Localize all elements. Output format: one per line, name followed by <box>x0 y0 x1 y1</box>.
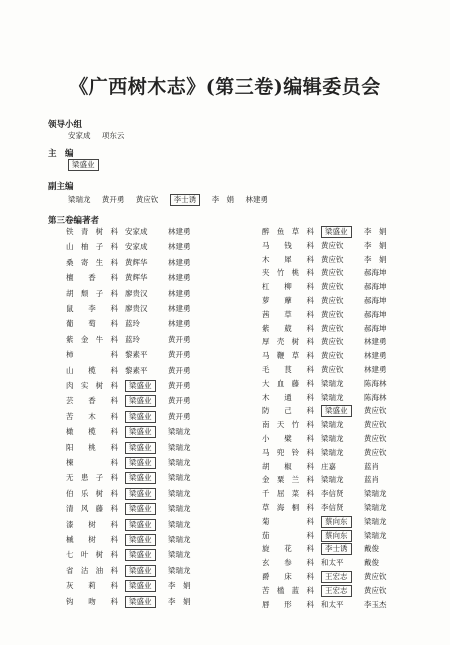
author-name: 黄应钦 <box>364 406 387 416</box>
author-name: 廖贵汉 <box>125 304 148 313</box>
author-name: 陈海林 <box>364 392 387 402</box>
author-name: 梁瑞龙 <box>321 434 344 443</box>
author-name: 林建勇 <box>168 242 191 252</box>
author-name: 林建勇 <box>364 337 387 347</box>
author-name: 黄开勇 <box>168 381 191 390</box>
family-name: 山柚子科 <box>66 242 118 252</box>
author-name: 黄开勇 <box>168 334 191 344</box>
family-name: 小檗科 <box>262 434 314 443</box>
author-name: 蓝玲 <box>125 319 140 329</box>
author-name: 庄嘉 <box>321 461 336 471</box>
author-name: 林建勇 <box>168 257 191 267</box>
author-name: 李士诱 <box>321 543 352 555</box>
author-name: 黎素平 <box>125 365 148 375</box>
family-name: 爵床科 <box>262 572 314 581</box>
family-name: 大血藤科 <box>262 378 314 388</box>
author-name: 黄开勇 <box>168 365 191 375</box>
family-name: 槭树科 <box>66 535 118 544</box>
chief-editor-names <box>68 159 108 171</box>
family-name: 肉实树科 <box>66 381 118 390</box>
author-name: 戴俊 <box>364 558 379 568</box>
author-name: 黄辉华 <box>125 257 148 267</box>
author-name: 梁盛业 <box>125 411 156 423</box>
author-name: 梁盛业 <box>125 380 156 392</box>
family-name: 檀香科 <box>66 273 118 283</box>
author-name: 李玉杰 <box>364 599 387 609</box>
family-name: 葡萄科 <box>66 319 118 329</box>
author-name: 梁瑞龙 <box>321 392 344 402</box>
family-name: 紫金牛科 <box>66 334 118 344</box>
author-name: 李 娟 <box>168 596 191 606</box>
author-name: 和太平 <box>321 558 344 568</box>
family-name: 无患子科 <box>66 473 118 483</box>
family-name: 省沽油科 <box>66 565 118 575</box>
author-name: 梁盛业 <box>125 472 156 484</box>
family-name: 茜草科 <box>262 309 314 319</box>
family-name: 苦槛蓝科 <box>262 585 314 595</box>
leading-group-heading: 领导小组 <box>48 120 83 130</box>
author-name: 和太平 <box>321 599 344 609</box>
family-name: 漆树科 <box>66 519 118 529</box>
author-name: 黄应钦 <box>321 268 344 278</box>
family-name: 阳桃科 <box>66 442 118 452</box>
author-name: 李 娟 <box>364 227 387 236</box>
family-name: 马钱科 <box>262 240 314 250</box>
author-name: 黄开勇 <box>168 411 191 421</box>
author-name: 梁瑞龙 <box>364 516 387 526</box>
family-name: 橄榄科 <box>66 427 118 437</box>
author-name: 梁盛业 <box>321 405 352 417</box>
author-name: 梁盛业 <box>125 549 156 561</box>
author-name: 林建勇 <box>364 351 387 361</box>
family-name: 桑寄生科 <box>66 257 118 267</box>
family-name: 伯乐树科 <box>66 488 118 498</box>
author-name: 黄应钦 <box>364 585 387 595</box>
family-name: 草海桐科 <box>262 503 314 512</box>
member-name: 梁盛业 <box>68 159 99 171</box>
author-name: 梁瑞龙 <box>321 420 344 430</box>
author-name: 梁盛业 <box>125 580 156 592</box>
deputy-editor-heading: 副主编 <box>48 182 74 192</box>
author-name: 黄应钦 <box>321 351 344 361</box>
member-name: 项东云 <box>101 131 125 140</box>
family-name: 紫葳科 <box>262 323 314 333</box>
family-name: 防己科 <box>262 406 314 416</box>
author-name: 林建勇 <box>168 304 191 313</box>
author-name: 林建勇 <box>168 273 191 283</box>
family-name: 杠柳科 <box>262 282 314 292</box>
author-name: 梁瑞龙 <box>168 427 191 437</box>
author-name: 黄应钦 <box>321 323 344 333</box>
author-name: 戴俊 <box>364 544 379 554</box>
author-name: 李信贤 <box>321 489 344 499</box>
family-name: 夹竹桃科 <box>262 268 314 278</box>
author-name: 郝海坤 <box>364 296 387 305</box>
member-name: 黄应钦 <box>135 195 159 204</box>
author-name: 郝海坤 <box>364 282 387 292</box>
family-name: 七叶树科 <box>66 550 118 560</box>
author-name: 黄应钦 <box>364 434 387 443</box>
author-name: 梁瑞龙 <box>168 519 191 529</box>
author-name: 梁盛业 <box>125 442 156 454</box>
author-name: 梁瑞龙 <box>321 475 344 485</box>
author-name: 梁盛业 <box>321 226 352 238</box>
family-name: 旋花科 <box>262 544 314 554</box>
author-name: 梁盛业 <box>125 503 156 515</box>
member-name: 黄开勇 <box>101 195 125 204</box>
author-name: 黎素平 <box>125 350 148 360</box>
family-name: 芸香科 <box>66 396 118 406</box>
family-name: 楝科 <box>66 458 118 467</box>
author-name: 梁盛业 <box>125 534 156 546</box>
author-name: 梁盛业 <box>125 426 156 438</box>
family-name: 唇形科 <box>262 599 314 609</box>
family-name: 苦木科 <box>66 411 118 421</box>
author-name: 林建勇 <box>168 288 191 298</box>
leading-group-names <box>68 130 133 141</box>
author-name: 王宏志 <box>321 585 352 597</box>
author-name: 林建勇 <box>168 319 191 329</box>
chief-editor-heading: 主 编 <box>48 149 74 159</box>
family-name: 柿科 <box>66 350 118 360</box>
author-name: 李 娟 <box>364 254 387 264</box>
author-name: 黄辉华 <box>125 273 148 283</box>
author-name: 梁盛业 <box>125 565 156 577</box>
author-name: 梁瑞龙 <box>364 489 387 499</box>
author-name: 梁瑞龙 <box>168 504 191 514</box>
family-name: 铁青树科 <box>66 227 118 236</box>
deputy-editor-names <box>68 194 277 206</box>
author-name: 梁盛业 <box>125 596 156 608</box>
family-name: 金粟兰科 <box>262 475 314 485</box>
author-name: 黄应钦 <box>321 254 344 264</box>
author-name: 黄应钦 <box>364 572 387 581</box>
member-name: 安家成 <box>68 131 91 140</box>
family-name: 南天竹科 <box>262 420 314 430</box>
author-name: 郝海坤 <box>364 309 387 319</box>
author-name: 陈海林 <box>364 378 387 388</box>
author-name: 梁盛业 <box>125 488 156 500</box>
page-title: 《广西树木志》(第三卷)编辑委员会 <box>69 76 381 98</box>
author-name: 黄应钦 <box>364 447 387 457</box>
author-name: 蓝玲 <box>125 334 140 344</box>
author-name: 梁盛业 <box>125 395 156 407</box>
author-name: 安家成 <box>125 242 148 252</box>
author-name: 黄应钦 <box>321 337 344 347</box>
author-name: 李信贤 <box>321 503 344 512</box>
family-name: 山榄科 <box>66 365 118 375</box>
author-name: 王宏志 <box>321 571 352 583</box>
family-name: 木犀科 <box>262 254 314 264</box>
member-name: 林建勇 <box>245 195 268 204</box>
family-name: 胡颓子科 <box>66 288 118 298</box>
author-name: 黄应钦 <box>321 240 344 250</box>
family-name: 菊科 <box>262 516 314 526</box>
author-name: 梁瑞龙 <box>168 488 191 498</box>
author-name: 林建勇 <box>168 227 191 236</box>
family-name: 胡椒科 <box>262 461 314 471</box>
author-name: 黄开勇 <box>168 396 191 406</box>
family-name: 毛茛科 <box>262 365 314 374</box>
author-name: 蔡向东 <box>321 516 352 528</box>
author-name: 梁瑞龙 <box>364 530 387 540</box>
author-name: 安家成 <box>125 227 148 236</box>
member-name: 李士诱 <box>170 194 201 206</box>
author-name: 梁瑞龙 <box>168 458 191 467</box>
member-name: 梁瑞龙 <box>68 195 91 204</box>
author-name: 李 娟 <box>364 240 387 250</box>
author-name: 黄应钦 <box>364 420 387 430</box>
family-name: 钩吻科 <box>66 596 118 606</box>
family-name: 马鞭草科 <box>262 351 314 361</box>
family-name: 萝藦科 <box>262 296 314 305</box>
author-name: 梁瑞龙 <box>364 503 387 512</box>
family-name: 马兜铃科 <box>262 447 314 457</box>
author-name: 郝海坤 <box>364 323 387 333</box>
author-name: 梁瑞龙 <box>321 378 344 388</box>
author-name: 蓝肖 <box>364 461 379 471</box>
author-name: 梁瑞龙 <box>321 447 344 457</box>
author-name: 蓝肖 <box>364 475 379 485</box>
family-name: 清风藤科 <box>66 504 118 514</box>
author-name: 蔡向东 <box>321 530 352 542</box>
author-name: 林建勇 <box>364 365 387 374</box>
family-name: 厚壳树科 <box>262 337 314 347</box>
author-name: 梁盛业 <box>125 519 156 531</box>
author-name: 梁瑞龙 <box>168 442 191 452</box>
author-name: 梁瑞龙 <box>168 565 191 575</box>
author-name: 梁盛业 <box>125 457 156 469</box>
family-name: 醉鱼草科 <box>262 227 314 236</box>
family-name: 鼠李科 <box>66 304 118 313</box>
author-name: 郝海坤 <box>364 268 387 278</box>
author-name: 黄应钦 <box>321 365 344 374</box>
member-name: 李 娟 <box>211 195 235 204</box>
author-name: 黄应钦 <box>321 309 344 319</box>
family-name: 玄参科 <box>262 558 314 568</box>
author-name: 黄应钦 <box>321 296 344 305</box>
author-name: 黄应钦 <box>321 282 344 292</box>
author-name: 梁瑞龙 <box>168 535 191 544</box>
author-name: 李 娟 <box>168 581 191 591</box>
author-name: 梁瑞龙 <box>168 473 191 483</box>
family-name: 茄科 <box>262 530 314 540</box>
author-name: 黄开勇 <box>168 350 191 360</box>
family-name: 灰莉科 <box>66 581 118 591</box>
authors-heading: 第三卷编著者 <box>48 216 100 226</box>
family-name: 千屈菜科 <box>262 489 314 499</box>
author-name: 廖贵汉 <box>125 288 148 298</box>
author-name: 梁瑞龙 <box>168 550 191 560</box>
family-name: 木通科 <box>262 392 314 402</box>
